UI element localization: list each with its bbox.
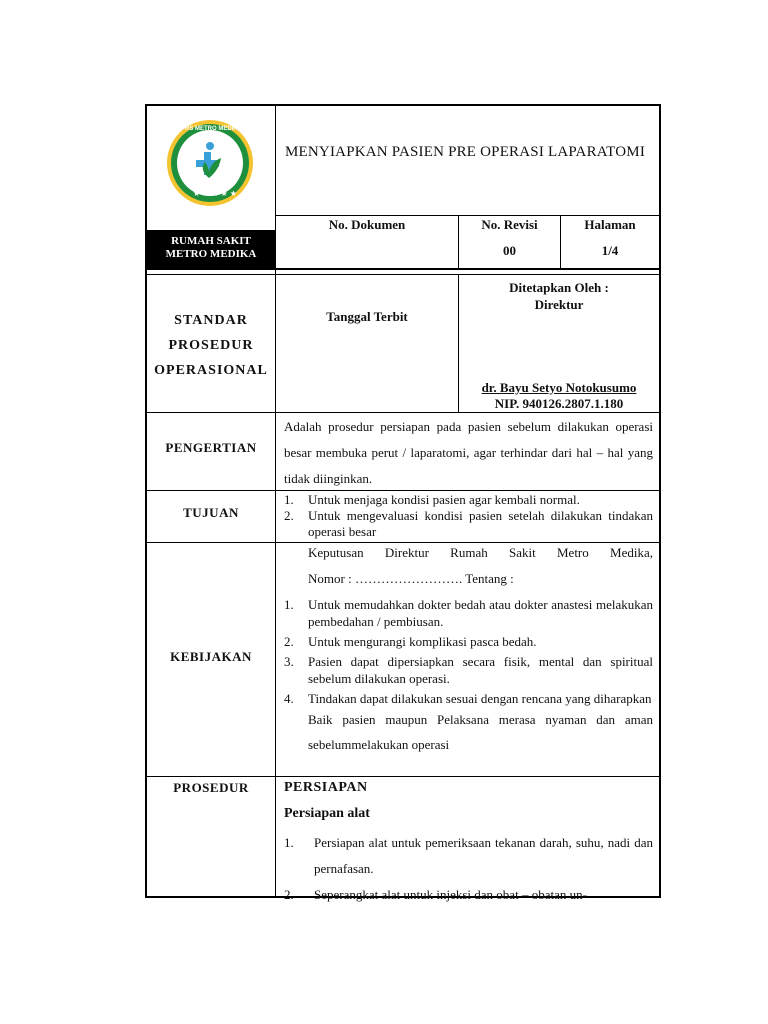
prosedur-label: PROSEDUR [173,780,249,795]
list-item [284,830,653,882]
kebijakan-content [284,544,653,757]
pengertian-text: Adalah prosedur persiapan pada pasien sebelum dilakukan operasi besar membuka perut / laparatomi, agar terhindar dari hal – hal yang tidak diinginkan. [284,419,653,486]
list-text: Untuk mengevaluasi kondisi pasien setelah dilakukan tindakan operasi besar [308,508,653,539]
kebijakan-intro: Keputusan Direktur Rumah Sakit Metro Medika, [308,545,653,560]
hospital-name-block [147,230,275,268]
prosedur-subheading: Persiapan alat [284,806,370,821]
sop-label-line2: PROSEDUR [168,338,254,353]
prosedur-content [284,778,653,908]
hospital-logo [163,118,258,208]
kebijakan-closing: Baik pasien maupun Pelaksana merasa nyaman dan aman sebelummelakukan operasi [308,712,653,752]
list-number: 2. [284,634,294,649]
pengertian-label: PENGERTIAN [165,440,257,455]
list-number: 2. [284,508,294,523]
director-name: dr. Bayu Setyo Notokusumo [481,380,637,395]
director-nip: NIP. 940126.2807.1.180 [494,396,624,411]
list-text: Untuk memudahkan dokter bedah atau dokter anastesi melakukan pembedahan / pembiusan. [308,597,653,629]
sop-label-line3: OPERASIONAL [154,363,268,378]
sop-label [147,308,275,383]
list-item [284,492,653,508]
hospital-name-line2: METRO MEDIKA [165,248,257,260]
list-item [284,596,653,630]
page-value: 1/4 [601,243,619,258]
list-item [284,508,653,540]
page-label: Halaman [584,217,636,232]
sop-label-line1: STANDAR [174,313,248,328]
approved-by-line2: Direktur [534,297,584,312]
list-number: 3. [284,654,294,669]
list-item [284,633,653,650]
svg-text:★ ★ ★ ★ ★: ★ ★ ★ ★ ★ [193,189,237,198]
revision-value: 00 [503,243,516,258]
tujuan-list [284,492,653,540]
list-number: 1. [284,597,294,612]
list-text: Seperangkat alat untuk injeksi dan obat – obatan un- [314,887,587,902]
kebijakan-label: KEBIJAKAN [170,649,252,664]
approved-by [459,279,659,313]
list-number: 1. [284,492,294,507]
kebijakan-nomor: Nomor : ……………………. Tentang : [308,571,514,586]
list-item [284,882,653,908]
list-number: 2. [284,887,294,902]
tujuan-label: TUJUAN [183,505,239,520]
list-item [284,653,653,687]
doc-number-label: No. Dokumen [328,217,406,232]
list-text: Pasien dapat dipersiapkan secara fisik, mental dan spiritual sebelum dilakukan operasi. [308,654,653,686]
list-item [284,690,653,707]
list-number: 4. [284,691,294,706]
approved-by-line1: Ditetapkan Oleh : [509,280,609,295]
list-text: Untuk mengurangi komplikasi pasca bedah. [308,634,537,649]
issue-date-label: Tanggal Terbit [326,309,408,324]
list-text: Tindakan dapat dilakukan sesuai dengan rencana yang diharapkan [308,691,652,706]
list-number: 1. [284,835,294,850]
logo-lettering: RS METRO MEDIKA [185,126,242,132]
prosedur-heading: PERSIAPAN [284,780,368,795]
document-title: MENYIAPKAN PASIEN PRE OPERASI LAPARATOMI [285,144,646,160]
hospital-name-line1: RUMAH SAKIT [171,235,251,247]
list-text: Persiapan alat untuk pemeriksaan tekanan darah, suhu, nadi dan pernafasan. [314,835,653,876]
list-text: Untuk menjaga kondisi pasien agar kembali normal. [308,492,580,507]
revision-label: No. Revisi [481,217,538,232]
